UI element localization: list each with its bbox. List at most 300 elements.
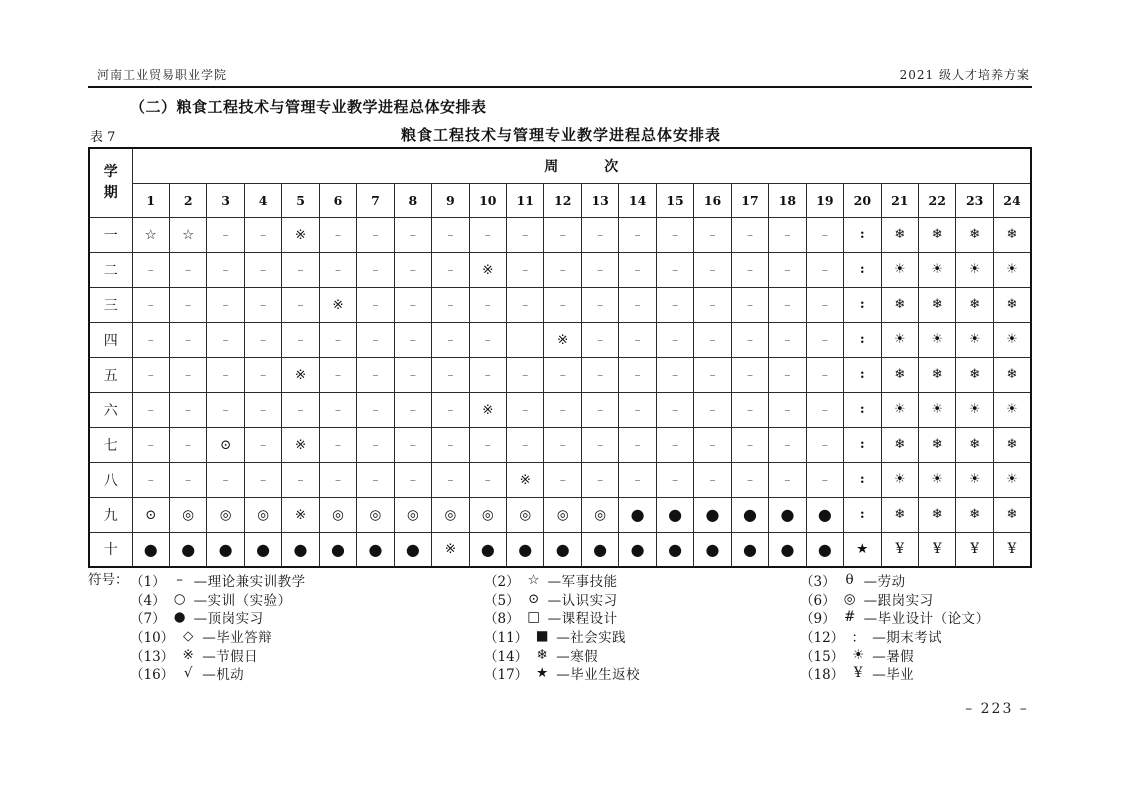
dash-symbol: – [409, 297, 416, 312]
filled-star-icon: ★ [856, 541, 869, 558]
week-cell [244, 252, 281, 287]
header-rule [88, 86, 1032, 88]
summer-vacation-icon: ☀ [931, 332, 944, 347]
week-cell [244, 462, 281, 497]
week-cell [282, 252, 319, 287]
colon-symbol: : [859, 262, 865, 277]
schedule-row [89, 427, 1031, 462]
week-cell [244, 497, 281, 532]
week-cell [619, 252, 656, 287]
filled-circle-icon: ● [742, 539, 757, 559]
week-number: 19 [806, 183, 843, 217]
week-number: 1 [132, 183, 169, 217]
dash-symbol: – [185, 402, 192, 417]
dash-symbol: – [821, 437, 828, 452]
week-number: 4 [244, 183, 281, 217]
week-cell [731, 287, 768, 322]
week-cell [207, 532, 244, 567]
dash-symbol: – [185, 367, 192, 382]
week-cell [244, 322, 281, 357]
semester-label: 四 [89, 322, 132, 357]
winter-vacation-icon: ❄ [931, 437, 943, 452]
week-cell [169, 462, 206, 497]
dash-symbol: – [147, 332, 154, 347]
summer-vacation-icon: ☀ [968, 262, 981, 277]
open-square-icon: □ [527, 609, 540, 626]
dash-symbol: – [484, 472, 491, 487]
week-cell [507, 252, 544, 287]
dash-symbol: – [672, 227, 679, 242]
dash-symbol: – [185, 297, 192, 312]
dash-symbol: – [634, 367, 641, 382]
legend-item-number: （17） [484, 667, 529, 684]
dash-symbol: – [522, 297, 529, 312]
winter-vacation-icon: ❄ [969, 297, 981, 312]
week-cell [244, 287, 281, 322]
week-cell [694, 497, 731, 532]
week-cell [993, 462, 1031, 497]
week-cell [507, 287, 544, 322]
winter-vacation-icon: ❄ [536, 646, 548, 663]
legend-item-number: （1） [130, 574, 166, 591]
week-cell [731, 497, 768, 532]
legend-item-number: （4） [130, 592, 166, 609]
week-cell [619, 322, 656, 357]
week-number: 17 [731, 183, 768, 217]
week-cell [282, 217, 319, 252]
week-cell [469, 287, 506, 322]
week-cell [844, 497, 881, 532]
filled-circle-icon: ● [368, 539, 383, 559]
week-cell [207, 497, 244, 532]
week-cell [806, 532, 843, 567]
dash-symbol: – [634, 297, 641, 312]
summer-vacation-icon: ☀ [931, 472, 944, 487]
week-cell [769, 497, 806, 532]
week-cell [357, 532, 394, 567]
week-cell [694, 217, 731, 252]
week-cell [132, 217, 169, 252]
running-header-program: 2021 级人才培养方案 [899, 68, 1030, 82]
week-cell [844, 357, 881, 392]
week-cell [769, 252, 806, 287]
dash-symbol: – [297, 472, 304, 487]
colon-symbol: : [859, 507, 865, 522]
week-cell [919, 392, 956, 427]
week-cell [469, 392, 506, 427]
filled-circle-icon: ● [480, 539, 495, 559]
schedule-row [89, 532, 1031, 567]
filled-circle-icon: ● [293, 539, 308, 559]
legend-item-label: —寒假 [556, 648, 599, 665]
week-cell [319, 357, 356, 392]
week-cell [432, 427, 469, 462]
week-cell [881, 252, 918, 287]
summer-vacation-icon: ☀ [968, 402, 981, 417]
week-cell [694, 322, 731, 357]
week-number: 6 [319, 183, 356, 217]
winter-vacation-icon: ❄ [969, 437, 981, 452]
yen-symbol: ¥ [895, 541, 905, 558]
week-cell [544, 357, 581, 392]
legend-item [484, 590, 800, 609]
week-cell [656, 287, 693, 322]
dash-symbol: – [297, 402, 304, 417]
week-cell [993, 392, 1031, 427]
week-cell [132, 322, 169, 357]
dash-symbol: – [147, 402, 154, 417]
summer-vacation-icon: ☀ [1006, 332, 1018, 347]
legend-item-number: （7） [130, 611, 166, 628]
schedule-table [88, 147, 1032, 568]
week-cell [282, 497, 319, 532]
dash-symbol: – [709, 227, 716, 242]
week-cell [581, 392, 618, 427]
week-cell [357, 462, 394, 497]
filled-circle-icon: ● [705, 539, 720, 559]
dash-symbol: – [559, 297, 566, 312]
schedule-row [89, 217, 1031, 252]
legend-item-label: —实训（实验） [193, 592, 292, 609]
summer-vacation-icon: ☀ [1006, 472, 1018, 487]
dash-symbol: – [372, 262, 379, 277]
dash-symbol: – [784, 297, 791, 312]
week-cell [956, 427, 993, 462]
semester-label: 一 [89, 217, 132, 252]
dash-symbol: – [597, 332, 604, 347]
week-cell [357, 497, 394, 532]
yen-symbol: ¥ [1007, 541, 1017, 558]
dash-symbol: – [260, 332, 267, 347]
week-cell [956, 252, 993, 287]
week-cell [769, 287, 806, 322]
yen-symbol: ¥ [932, 541, 942, 558]
week-cell [806, 287, 843, 322]
week-cell [282, 532, 319, 567]
week-cell [619, 217, 656, 252]
legend-item-label: —期末考试 [872, 630, 943, 647]
filled-square-icon: ■ [535, 628, 549, 645]
holiday-mark-icon: ※ [444, 541, 456, 558]
week-cell [806, 322, 843, 357]
dash-symbol: – [372, 472, 379, 487]
week-cell [394, 497, 431, 532]
legend-item-number: （13） [130, 648, 175, 665]
double-circle-icon: ◎ [481, 506, 494, 523]
week-cell [432, 287, 469, 322]
week-cell [282, 322, 319, 357]
dash-symbol: – [447, 472, 454, 487]
dash-symbol: – [372, 332, 379, 347]
holiday-mark-icon: ※ [294, 436, 307, 453]
week-number: 16 [694, 183, 731, 217]
dash-symbol: – [484, 367, 491, 382]
filled-circle-icon: ● [593, 539, 608, 559]
holiday-mark-icon: ※ [182, 646, 194, 663]
circled-dot-icon: ⊙ [219, 436, 232, 453]
colon-symbol: : [859, 402, 865, 417]
dash-symbol: – [260, 262, 267, 277]
filled-circle-icon: ● [256, 539, 271, 559]
legend-item [800, 608, 1060, 627]
week-number: 2 [169, 183, 206, 217]
dash-symbol: – [222, 332, 229, 347]
legend-item-label: —毕业生返校 [556, 667, 641, 684]
week-cell [956, 497, 993, 532]
week-cell [544, 322, 581, 357]
legend-item-label: —顶岗实习 [193, 611, 264, 628]
week-cell [394, 532, 431, 567]
week-cell [169, 532, 206, 567]
dash-symbol: – [709, 367, 716, 382]
colon-symbol: : [859, 332, 865, 347]
week-number: 18 [769, 183, 806, 217]
week-cell [544, 217, 581, 252]
holiday-mark-icon: ※ [482, 401, 494, 418]
dash-symbol: – [821, 227, 828, 242]
winter-vacation-icon: ❄ [1006, 297, 1018, 312]
week-header-label: 周次 [544, 158, 665, 175]
week-cell [619, 392, 656, 427]
legend-item-label: —机动 [202, 667, 245, 684]
week-cell [432, 392, 469, 427]
winter-vacation-icon: ❄ [931, 227, 943, 242]
open-circle-icon: ○ [173, 590, 186, 607]
week-cell [694, 392, 731, 427]
filled-circle-icon: ● [555, 539, 570, 559]
table-title: 粮食工程技术与管理专业教学进程总体安排表 [400, 126, 721, 144]
theta-symbol: θ [845, 572, 854, 589]
dash-symbol: – [821, 402, 828, 417]
page-number: – 223 – [965, 701, 1029, 717]
schedule-row [89, 462, 1031, 497]
dash-symbol: – [447, 332, 454, 347]
dash-symbol: – [559, 367, 566, 382]
week-cell [244, 532, 281, 567]
legend [88, 571, 1060, 683]
schedule-row [89, 357, 1031, 392]
week-cell [806, 357, 843, 392]
winter-vacation-icon: ❄ [931, 367, 943, 382]
dash-symbol: – [784, 402, 791, 417]
filled-circle-icon: ● [181, 539, 196, 559]
week-cell [169, 427, 206, 462]
week-number: 9 [432, 183, 469, 217]
week-cell [919, 532, 956, 567]
week-cell [169, 252, 206, 287]
week-cell [169, 322, 206, 357]
dash-symbol: – [672, 297, 679, 312]
semester-label: 二 [89, 252, 132, 287]
dash-symbol: – [297, 297, 304, 312]
week-cell [507, 532, 544, 567]
dash-symbol: – [522, 437, 529, 452]
dash-symbol: – [447, 227, 454, 242]
dash-symbol: – [784, 472, 791, 487]
yen-symbol: ¥ [853, 665, 863, 682]
week-cell [919, 322, 956, 357]
summer-vacation-icon: ☀ [893, 402, 906, 417]
circled-dot-icon: ⊙ [527, 590, 540, 607]
semester-label: 五 [89, 357, 132, 392]
week-cell [731, 427, 768, 462]
week-cell [731, 322, 768, 357]
dash-symbol: – [334, 367, 341, 382]
dash-symbol: – [634, 437, 641, 452]
summer-vacation-icon: ☀ [1006, 402, 1018, 417]
week-cell [806, 462, 843, 497]
dash-symbol: – [409, 262, 416, 277]
dash-symbol: – [176, 572, 183, 589]
dash-symbol: – [672, 437, 679, 452]
legend-item-label: —军事技能 [547, 574, 618, 591]
filled-circle-icon: ● [668, 505, 683, 524]
week-cell [319, 497, 356, 532]
week-cell [919, 427, 956, 462]
filled-circle-icon: ● [668, 539, 683, 559]
week-cell [619, 287, 656, 322]
dash-symbol: – [746, 262, 753, 277]
week-cell [956, 322, 993, 357]
week-cell [319, 217, 356, 252]
week-cell [844, 322, 881, 357]
dash-symbol: – [147, 472, 154, 487]
colon-symbol: : [859, 472, 865, 487]
dash-symbol: – [147, 297, 154, 312]
dash-symbol: – [709, 262, 716, 277]
dash-symbol: – [784, 332, 791, 347]
week-cell [881, 427, 918, 462]
schedule-row [89, 322, 1031, 357]
holiday-mark-icon: ※ [557, 331, 569, 348]
dash-symbol: – [821, 472, 828, 487]
week-cell [282, 462, 319, 497]
week-cell [581, 462, 618, 497]
week-cell [544, 532, 581, 567]
week-cell [993, 287, 1031, 322]
week-number: 12 [544, 183, 581, 217]
week-cell [656, 462, 693, 497]
dash-symbol: – [222, 472, 229, 487]
dash-symbol: – [334, 437, 341, 452]
dash-symbol: – [746, 402, 753, 417]
summer-vacation-icon: ☀ [1006, 262, 1018, 277]
legend-item [484, 645, 800, 664]
week-number: 8 [394, 183, 431, 217]
filled-circle-icon: ● [218, 539, 233, 559]
dash-symbol: – [372, 227, 379, 242]
legend-item-number: （18） [800, 667, 845, 684]
week-cell [357, 217, 394, 252]
week-cell [619, 427, 656, 462]
dash-symbol: – [634, 402, 641, 417]
winter-vacation-icon: ❄ [969, 367, 981, 382]
legend-item [130, 590, 484, 609]
legend-item-label: —节假日 [202, 648, 259, 665]
week-cell [469, 217, 506, 252]
dash-symbol: – [709, 437, 716, 452]
double-circle-icon: ◎ [843, 590, 856, 607]
week-cell [581, 322, 618, 357]
semester-label: 九 [89, 497, 132, 532]
hash-symbol: # [843, 609, 856, 626]
winter-vacation-icon: ❄ [1006, 367, 1018, 382]
week-cell [694, 427, 731, 462]
week-cell [844, 532, 881, 567]
dash-symbol: – [260, 227, 267, 242]
week-number: 5 [282, 183, 319, 217]
dash-symbol: – [709, 332, 716, 347]
winter-vacation-icon: ❄ [931, 297, 943, 312]
week-cell [207, 252, 244, 287]
week-cell [357, 322, 394, 357]
filled-circle-icon: ● [780, 539, 795, 559]
week-cell [432, 217, 469, 252]
schedule-body [89, 217, 1031, 567]
winter-vacation-icon: ❄ [894, 297, 906, 312]
dash-symbol: – [709, 297, 716, 312]
week-cell [394, 462, 431, 497]
dash-symbol: – [185, 472, 192, 487]
semester-header-label: 学期 [103, 163, 118, 201]
dash-symbol: – [522, 262, 529, 277]
week-cell [881, 322, 918, 357]
week-cell [881, 497, 918, 532]
week-number: 3 [207, 183, 244, 217]
filled-circle-icon: ● [742, 505, 757, 524]
legend-item-number: （2） [484, 574, 520, 591]
dash-symbol: – [709, 402, 716, 417]
week-cell [619, 497, 656, 532]
check-mark-icon: √ [183, 665, 193, 682]
holiday-mark-icon: ※ [332, 296, 344, 313]
holiday-mark-icon: ※ [482, 261, 494, 278]
week-number-row [89, 183, 1031, 217]
week-cell [731, 392, 768, 427]
dash-symbol: – [447, 437, 454, 452]
dash-symbol: – [484, 297, 491, 312]
filled-circle-icon: ● [705, 505, 720, 524]
week-cell [544, 462, 581, 497]
schedule-row [89, 392, 1031, 427]
winter-vacation-icon: ❄ [969, 507, 981, 522]
double-circle-icon: ◎ [332, 506, 344, 523]
legend-item-label: —认识实习 [547, 592, 618, 609]
week-cell [956, 392, 993, 427]
legend-item-number: （15） [800, 648, 845, 665]
week-cell [881, 462, 918, 497]
schedule-row [89, 287, 1031, 322]
colon-symbol: : [859, 437, 865, 452]
week-cell [881, 357, 918, 392]
legend-grid [130, 571, 1060, 683]
week-cell [581, 427, 618, 462]
dash-symbol: – [260, 437, 267, 452]
week-cell [656, 532, 693, 567]
week-number: 21 [881, 183, 918, 217]
dash-symbol: – [746, 227, 753, 242]
summer-vacation-icon: ☀ [968, 332, 981, 347]
legend-item-number: （6） [800, 592, 836, 609]
summer-vacation-icon: ☀ [893, 472, 906, 487]
legend-item-label: —毕业 [872, 667, 915, 684]
week-cell [207, 287, 244, 322]
week-cell [806, 217, 843, 252]
double-circle-icon: ◎ [407, 506, 419, 523]
week-cell [507, 427, 544, 462]
legend-item-label: —毕业答辩 [202, 630, 273, 647]
week-number: 15 [656, 183, 693, 217]
